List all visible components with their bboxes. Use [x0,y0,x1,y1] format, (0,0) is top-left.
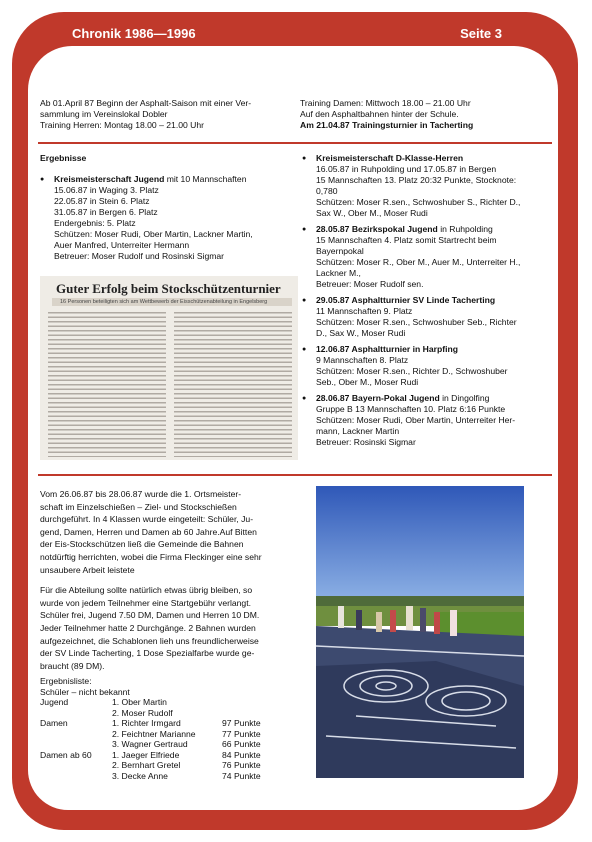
chronicle-title: Chronik 1986—1996 [72,26,196,41]
results-left [40,153,302,267]
clipping-subline: 16 Personen beteiligten sich am Wettbewerb der Eisschützenabteilung in Engelsberg [52,298,292,306]
text-line: sammlung im Vereinslokal Dobler [40,109,168,119]
text-line: Sax W., Ober M., Moser Rudi [316,208,428,218]
text-line: 31.05.87 in Bergen 6. Platz [54,207,158,217]
text-line: D., Sax W., Moser Rudi [316,328,406,338]
points-cell [222,697,261,708]
intro-right [300,98,550,131]
results-right [302,153,552,453]
results-table [40,697,261,781]
results-heading: Ergebnisse [40,153,87,163]
table-row [40,729,261,740]
text-line: 11 Mannschaften 9. Platz [316,306,413,316]
text-line: der SV Linde Tacherting, 1 Dose Spezialfarbe wurde ge- [40,648,255,659]
divider [38,142,552,144]
result-item [302,153,552,219]
result-item [302,344,552,388]
class-cell [40,729,112,740]
name-cell: 3. Decke Anne [112,770,168,781]
text-line: durchgeführt. In 4 Klassen wurde eingeteilt: Schüler, Ju- [40,514,254,525]
text-line: Schützen: Moser R.sen., Schwoshuber S., Richter D., [316,197,521,207]
name-cell: 1. Jaeger Elfriede [112,749,180,760]
table-row [40,697,261,708]
class-cell [40,771,112,782]
clipping-column [174,309,292,457]
result-title: 28.06.87 Bayern-Pokal Jugend [316,393,440,403]
name-cell: 1. Richter Irmgard [112,718,181,728]
text-line: 22.05.87 in Stein 6. Platz [54,196,150,206]
text-line: Jeder Teilnehmer hatte 2 Durchgänge. 2 Bahnen wurden [40,622,256,633]
schueler-line: Schüler – nicht bekannt [40,686,130,697]
result-item [302,224,552,290]
text-line: Lackner M., [316,268,361,278]
text-line: Bayernpokal [316,246,364,256]
text-line: Gruppe B 13 Mannschaften 10. Platz 6:16 Punkte [316,404,506,414]
table-row [40,718,261,729]
text-line: der Eis-Stockschützen ließ die Gemeinde die Bahnen [40,539,244,550]
event-photo [316,486,524,778]
table-row [40,771,261,782]
result-title: 12.06.87 Asphaltturnier in Harpfing [316,344,458,354]
text-line: wurde von jedem Teilnehmer eine Startgebühr verlangt. [40,597,251,608]
text-line: Endergebnis: 5. Platz [54,218,136,228]
table-row [40,760,261,771]
text-line: 15 Mannschaften 4. Platz somit Startrecht beim [316,235,497,245]
points-cell [222,708,261,719]
text-line: schaft im Einzelschießen – Ziel- und Stockschießen [40,501,237,512]
result-title: 29.05.87 Asphaltturnier SV Linde Tacherting [316,295,496,305]
text-line: 9 Mannschaften 8. Platz [316,355,409,365]
result-title: 28.05.87 Bezirkspokal Jugend [316,224,438,234]
table-row [40,708,261,719]
paragraph [40,584,302,672]
text-line: 15.06.87 in Waging 3. Platz [54,185,159,195]
result-title-rest: in Ruhpolding [437,224,493,234]
clipping-column [48,309,166,457]
text-line: aufgezeichnet, die Schablonen lieh uns freundlicherweise [40,635,259,646]
result-item [302,393,552,448]
training-tournament: Am 21.04.87 Trainingsturnier in Tacherting [300,120,474,130]
photo-image [316,486,524,778]
points-cell: 76 Punkte [222,760,261,770]
result-title-rest: in Dingolfing [439,393,490,403]
championship-report [40,488,302,678]
name-cell: 2. Bernhart Gretel [112,760,181,770]
class-cell [40,739,112,750]
text-line: Schützen: Moser R., Ober M., Auer M., Unterreiter H., [316,257,521,267]
text-line: Schützen: Moser R.sen., Schwoshuber Seb., Richter [316,317,517,327]
clipping-headline: Guter Erfolg beim Stockschützenturnier [56,281,281,296]
text-line: Betreuer: Moser Rudolf und Rosinski Sigmar [54,251,225,261]
class-cell: Damen [40,718,68,728]
text-line: Für die Abteilung sollte natürlich etwas übrig bleiben, so [40,585,253,596]
text-line: 15 Mannschaften 13. Platz 20:32 Punkte, Stocknote: [316,175,517,185]
points-cell: 77 Punkte [222,728,261,739]
points-cell: 84 Punkte [222,749,261,760]
text-line: braucht (89 DM). [40,660,105,671]
result-item [302,295,552,339]
page-number: Seite 3 [460,26,502,41]
points-cell: 97 Punkte [222,718,261,728]
text-line: Ab 01.April 87 Beginn der Asphalt-Saison mit einer Ver- [40,98,252,108]
paragraph [40,488,302,576]
text-line: Schützen: Moser Rudi, Ober Martin, Unterreiter Her- [316,415,516,425]
text-line: Training Damen: Mittwoch 18.00 – 21.00 Uhr [300,98,471,108]
name-cell: 1. Ober Martin [112,697,167,707]
text-line: notdürftig herrichten, wobei die Firma Fleckinger eine sehr [40,551,262,562]
result-title: Kreismeisterschaft D-Klasse-Herren [316,153,464,163]
text-line: gend, Damen, Herren und Damen ab 60 Jahre.Auf Bitten [40,526,257,537]
name-cell: 3. Wagner Gertraud [112,739,188,749]
text-line: Betreuer: Rosinski Sigmar [316,437,416,447]
points-cell: 74 Punkte [222,770,261,781]
text-line: 0,780 [316,186,338,196]
results-list [40,676,302,781]
text-line: Betreuer: Moser Rudolf sen. [316,279,424,289]
intro-left [40,98,302,131]
newspaper-clipping [40,276,298,460]
text-line: 16.05.87 in Ruhpolding und 17.05.87 in Bergen [316,164,497,174]
text-line: Schüler frei, Jugend 7.50 DM, Damen und Herren 10 DM. [40,610,260,621]
table-row [40,750,261,761]
divider [38,474,552,476]
points-cell: 66 Punkte [222,739,261,749]
text-line: Schützen: Moser Rudi, Ober Martin, Lackner Martin, [54,229,253,239]
text-line: Vom 26.06.87 bis 28.06.87 wurde die 1. Ortsmeister- [40,489,242,499]
text-line: Auer Manfred, Unterreiter Hermann [54,240,190,250]
text-line: Schützen: Moser R.sen., Richter D., Schwoshuber [316,366,508,376]
class-cell [40,760,112,771]
text-line: Auf den Asphaltbahnen hinter der Schule. [300,109,459,119]
list-heading: Ergebnisliste: [40,676,92,686]
result-title-rest: mit 10 Mannschaften [164,174,247,184]
name-cell: 2. Feichtner Marianne [112,728,196,739]
result-title: Kreismeisterschaft Jugend [54,174,165,184]
text-line: mann, Lackner Martin [316,426,400,436]
text-line: unsaubere Arbeit leistete [40,564,135,575]
name-cell: 2. Moser Rudolf [112,707,173,718]
text-line: Training Herren: Montag 18.00 – 21.00 Uhr [40,120,205,130]
result-item [40,174,302,262]
class-cell [40,708,112,719]
class-cell: Damen ab 60 [40,749,92,760]
table-row [40,739,261,750]
class-cell: Jugend [40,697,69,707]
text-line: Seb., Ober M., Moser Rudi [316,377,419,387]
